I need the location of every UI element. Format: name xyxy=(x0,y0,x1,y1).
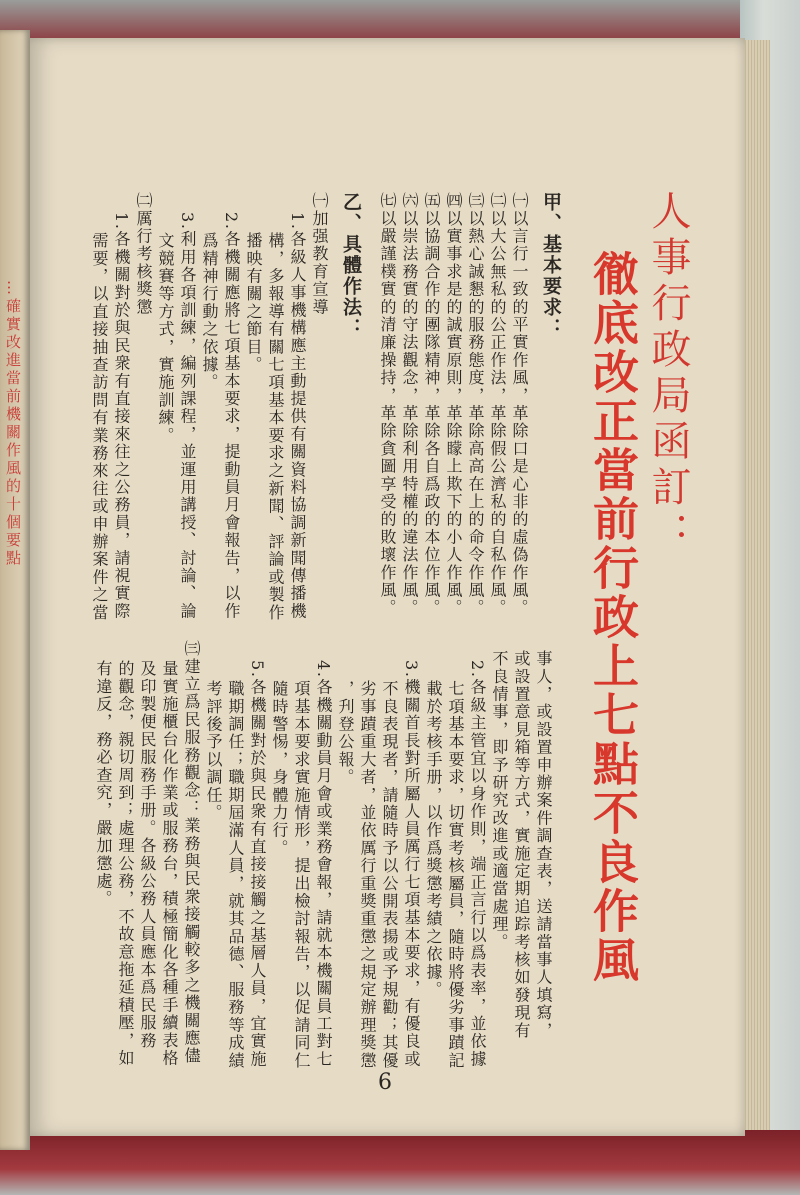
requirement-item: ㈡以大公無私的公正作法，革除假公濟私的自私作風。 xyxy=(488,192,507,617)
requirement-item: ㈢以熱心誠懇的服務態度，革除高高在上的命令作風。 xyxy=(466,192,485,617)
requirement-item: ㈦以嚴謹樸實的清廉操持，革除貪圖享受的敗壞作風。 xyxy=(378,192,397,617)
method-line: 構，多報導有關七項基本要求之新聞、評論或製作 xyxy=(266,232,285,622)
method-line: 1.各級人事機構應主動提供有關資料協調新聞傳播機 xyxy=(288,212,307,621)
method-line: ㈢建立爲民服務觀念：業務與民衆接觸較多之機關應儘 xyxy=(182,640,201,1065)
requirement-item: ㈣以實事求是的誠實原則，革除矇上欺下的小人作風。 xyxy=(444,192,463,617)
method-line: 不良情事，即予研究改進或適當處理。 xyxy=(490,650,509,951)
method-line: 1.各機關對於與民衆有直接來往之公務員，請視實際 xyxy=(112,212,131,621)
method-line: 七項基本要求，切實考核屬員，隨時將優劣事蹟記 xyxy=(446,680,465,1070)
method-line: 劣事蹟重大者，並依厲行重獎重懲之規定辦理獎懲 xyxy=(358,680,377,1070)
method-line: 量實施櫃台化作業或服務台，積極簡化各種手續表格 xyxy=(160,660,179,1068)
book-cloth-bottom xyxy=(0,1130,800,1195)
method-line: 4.各機關動員月會或業務會報，請就本機關員工對七 xyxy=(314,660,333,1069)
requirement-item: ㈥以崇法務實的守法觀念，革除利用特權的違法作風。 xyxy=(400,192,419,617)
method-line: 事人，或設置申辦案件調查表，送請當事人填寫， xyxy=(534,650,553,1040)
method-line: 爲精神行動之依據。 xyxy=(200,232,219,392)
left-page-edge xyxy=(0,30,30,1150)
method-line: 有違反，務必查究，嚴加懲處。 xyxy=(94,660,113,908)
method-line: 載於考核手册，以作爲獎懲考績之依據。 xyxy=(424,680,443,999)
method-line: ㈠加强教育宣導 xyxy=(310,192,329,316)
method-line: 播映有關之節目。 xyxy=(244,232,263,374)
requirement-item: ㈠以言行一致的平實作風，革除口是心非的虛偽作風。 xyxy=(510,192,529,617)
method-line: 不良表現者，請隨時予以公開表揚或予規勸；其優 xyxy=(380,680,399,1070)
method-line: 3.機關首長對所屬人員厲行七項基本要求，有優良或 xyxy=(402,660,421,1069)
left-page-red-text: …確實改進當前機關作風的十個要點 xyxy=(4,280,22,568)
method-line: 需要，以直接抽查訪問有業務來往或申辦案件之當 xyxy=(90,232,109,622)
page-title: 徹底改正當前行政上七點不良作風 xyxy=(586,250,640,985)
method-line: 2.各機關應將七項基本要求，提動員月會報告，以作 xyxy=(222,212,241,621)
page-number: 6 xyxy=(378,1070,392,1095)
method-line: 職期調任；職期屆滿人員，就其品德、服務等成績 xyxy=(226,680,245,1070)
heading-concrete-methods: 乙、具體作法： xyxy=(340,192,362,339)
method-line: 5.各機關對於與民衆有直接接觸之基層人員，宜實施 xyxy=(248,660,267,1069)
method-line: 隨時警惕，身體力行。 xyxy=(270,680,289,857)
method-line: 或設置意見箱等方式，實施定期追踪考核如發現有 xyxy=(512,650,531,1040)
method-line: 及印製便民服務手册。各級公務人員應本爲民服務 xyxy=(138,660,157,1050)
method-line: ㈡厲行考核獎懲 xyxy=(134,192,153,316)
method-line: 3.利用各項訓練，編列課程，並運用講授、討論、論 xyxy=(178,212,197,621)
method-line: ，刋登公報。 xyxy=(336,680,355,787)
requirement-item: ㈤以協調合作的團隊精神，革除各自爲政的本位作風。 xyxy=(422,192,441,617)
heading-basic-requirements: 甲、基本要求： xyxy=(540,192,562,339)
method-line: 的觀念，親切周到；處理公務，不故意拖延積壓，如 xyxy=(116,660,135,1068)
method-line: 考評後予以調任。 xyxy=(204,680,223,822)
title-script: 人事行政局函訂： xyxy=(645,190,691,558)
method-line: 文競賽等方式，實施訓練。 xyxy=(156,232,175,445)
method-line: 2.各級主管宜以身作則，端正言行以爲表率，並依據 xyxy=(468,660,487,1069)
method-line: 項基本要求實施情形，提出檢討報告，以促請同仁 xyxy=(292,680,311,1070)
